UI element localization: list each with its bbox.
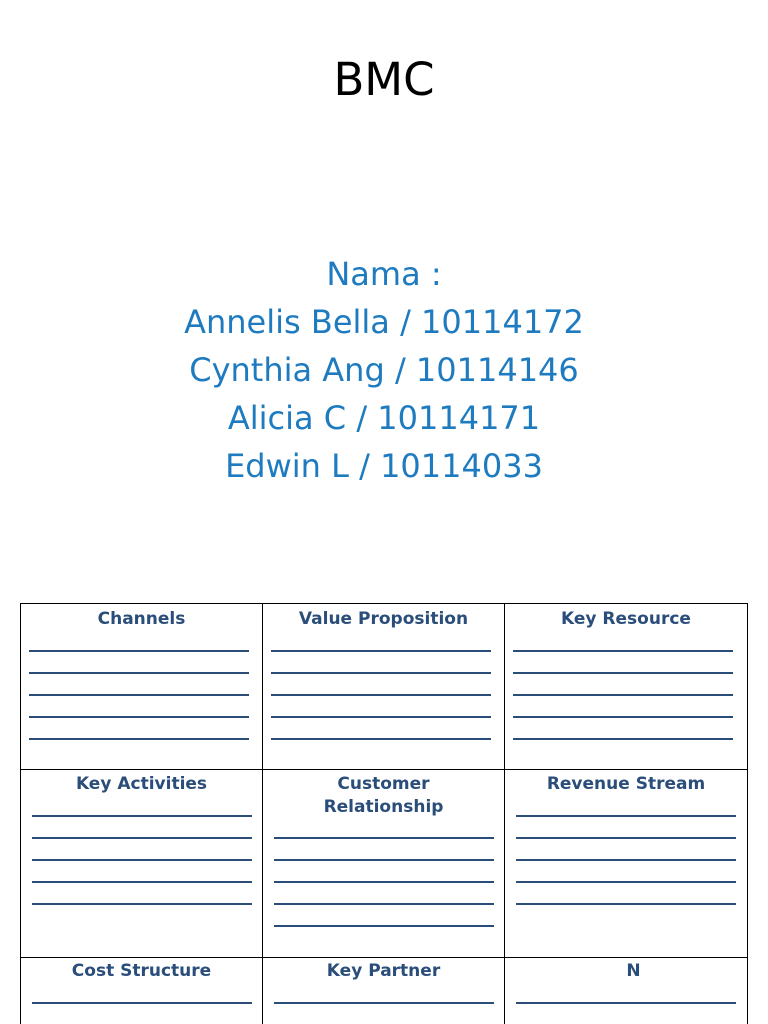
cell-heading [505,960,762,983]
underline [274,881,494,883]
underline [32,903,252,905]
cell-heading [21,960,262,983]
underline [274,859,494,861]
cell-revenue-stream [505,770,748,958]
members-label: Nama : [326,255,442,293]
cell-heading [21,608,262,631]
cell-heading [21,773,262,796]
cell-heading [263,608,504,631]
underline [29,672,249,674]
cell-heading-text: Relationship [323,797,444,817]
cell-heading-text: Customer [337,774,430,794]
cell-heading-text: Key Partner [326,961,441,981]
cell-heading [505,608,747,631]
underline [32,815,252,817]
cell-cost-structure [21,958,263,1024]
cell-heading-text: Revenue Stream [546,774,706,794]
underline [274,837,494,839]
cell-heading [263,960,504,983]
underline [274,1002,494,1004]
cell-heading-text: Value Proposition [298,609,469,629]
underline [29,650,249,652]
cell-heading-text: Key Resource [561,609,691,629]
underline [32,881,252,883]
member-name: Edwin L / 10114033 [225,447,543,485]
cell-heading-text: Cost Structure [71,961,212,981]
cell-heading-text: Channels [97,609,186,629]
underline [274,903,494,905]
cell-heading [505,773,747,796]
table-row [21,770,748,958]
underline [29,738,249,740]
table-row [21,604,748,770]
cell-heading [263,773,504,819]
cell-channels [21,604,263,770]
group-members [0,250,768,490]
underline [513,694,733,696]
underline [29,716,249,718]
underline [516,903,736,905]
cell-key-resource [505,604,748,770]
underline [271,694,491,696]
cell-n [505,958,748,1024]
underline [271,650,491,652]
member-name: Alicia C / 10114171 [227,399,541,437]
cell-customer-relationship [263,770,505,958]
underline [516,881,736,883]
underline [516,1002,736,1004]
underline [271,738,491,740]
underline [516,815,736,817]
underline [516,837,736,839]
underline [32,1002,252,1004]
member-name: Annelis Bella / 10114172 [184,303,584,341]
cell-heading-text: Key Activities [75,774,208,794]
underline [513,650,733,652]
cell-key-partner [263,958,505,1024]
underline [274,925,494,927]
underline [516,859,736,861]
underline [32,859,252,861]
cell-heading-text: N [626,961,641,981]
business-model-canvas-table [20,603,748,1024]
cell-key-activities [21,770,263,958]
document-title: BMC [333,53,435,106]
underline [513,672,733,674]
underline [271,672,491,674]
member-name: Cynthia Ang / 10114146 [189,351,579,389]
underline [29,694,249,696]
underline [32,837,252,839]
underline [513,716,733,718]
underline [513,738,733,740]
cell-value-proposition [263,604,505,770]
underline [271,716,491,718]
table-row [21,958,748,1024]
